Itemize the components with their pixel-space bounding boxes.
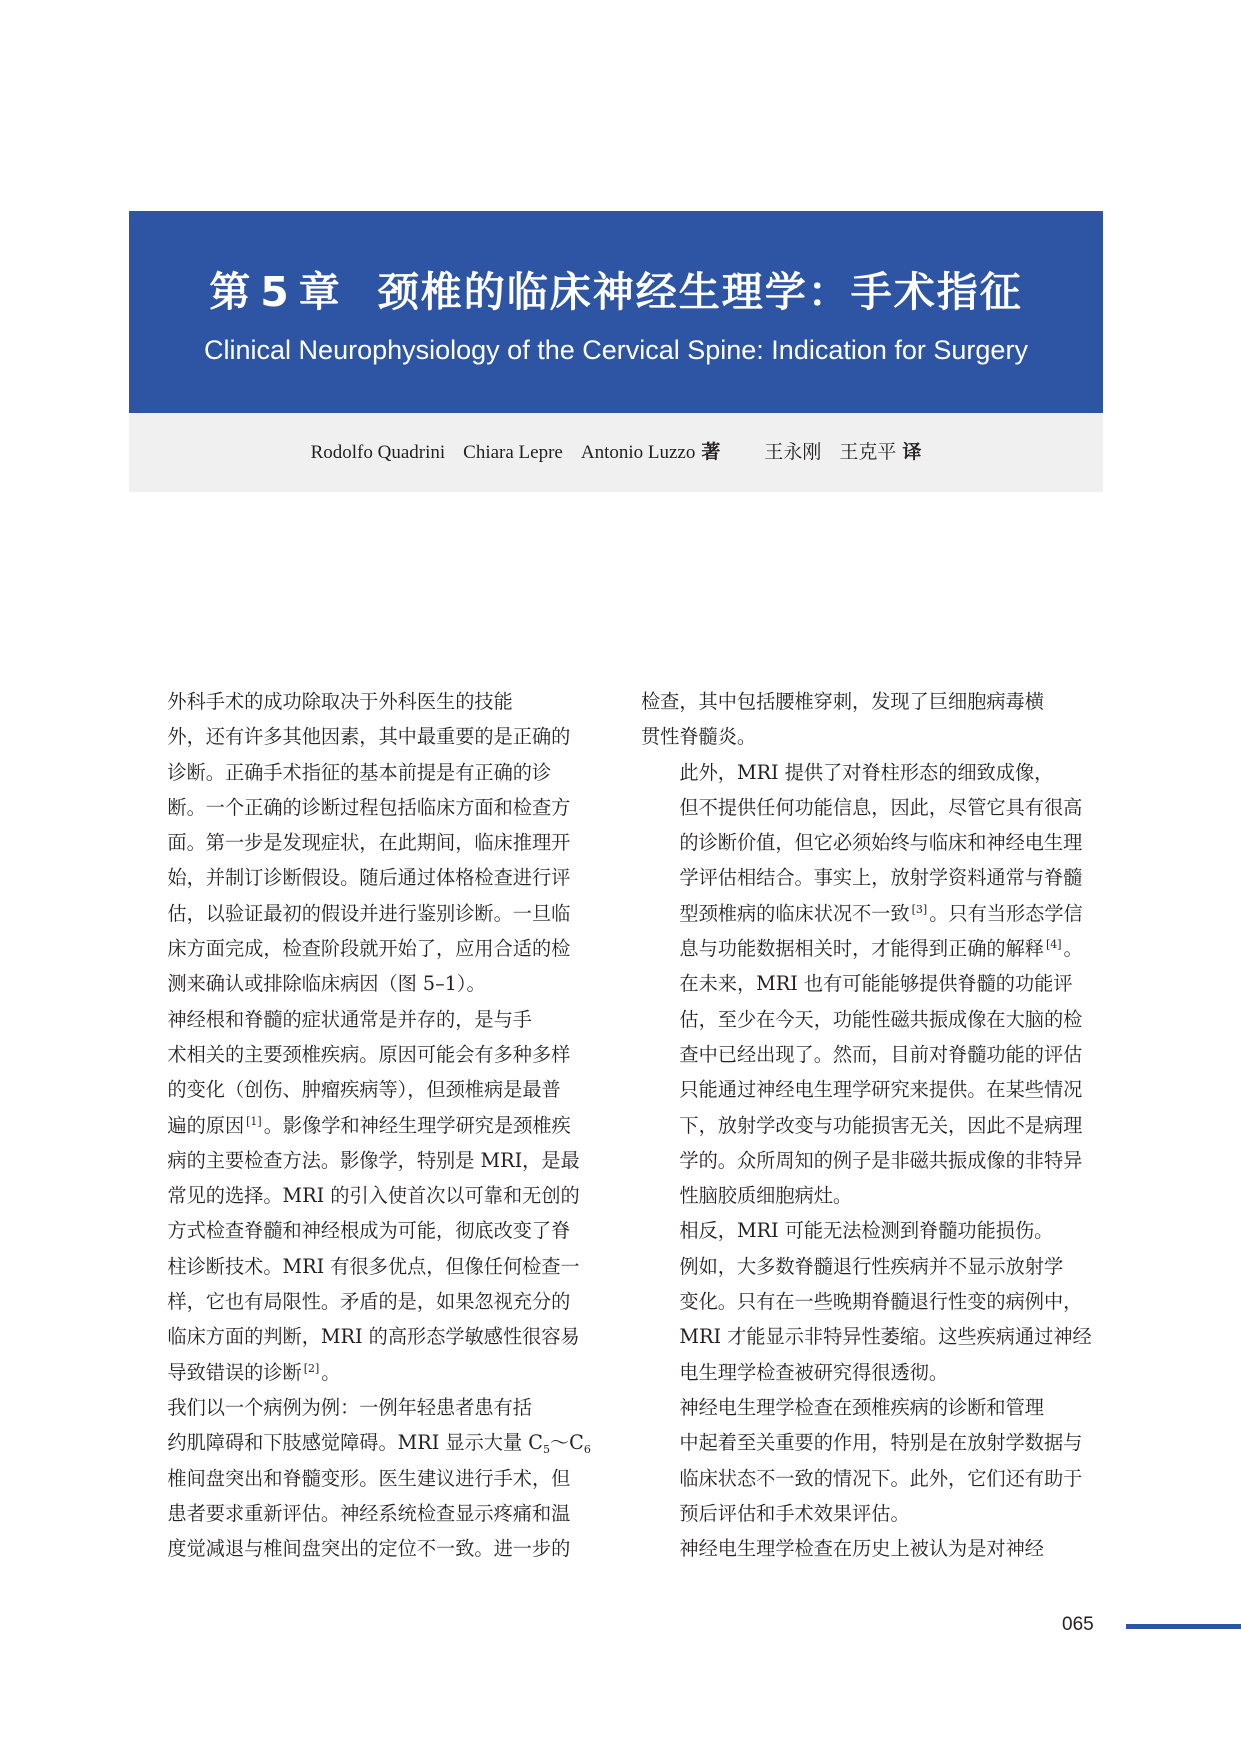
page-accent-rule — [1126, 1624, 1241, 1629]
text-line: 样，它也有局限性。矛盾的是，如果忽视充分的 — [167, 1290, 571, 1314]
text-line: 术相关的主要颈椎疾病。原因可能会有多种多样 — [167, 1042, 571, 1066]
text-line: 断。一个正确的诊断过程包括临床方面和检查方 — [167, 795, 571, 819]
text-line: 柱诊断技术。MRI 有很多优点，但像任何检查一 — [167, 1254, 580, 1278]
paragraph — [641, 1213, 1103, 1389]
text-line: 临床方面的判断，MRI 的高形态学敏感性很容易 — [167, 1325, 580, 1349]
text-line: 性脑胶质细胞病灶。 — [679, 1184, 853, 1208]
body-column-right — [641, 684, 1103, 1566]
paragraph — [129, 684, 591, 1002]
text-line: 例如，大多数脊髓退行性疾病并不显示放射学 — [679, 1254, 1064, 1278]
citation-ref[interactable]: [3] — [911, 902, 928, 916]
text-line: 预后评估和手术效果评估。 — [679, 1501, 910, 1525]
text-line: 的诊断价值，但它必须始终与临床和神经电生理 — [679, 831, 1083, 855]
paragraph — [129, 1390, 591, 1566]
text-line — [641, 931, 1103, 966]
paragraph — [641, 684, 1103, 755]
chapter-title-banner — [129, 211, 1103, 413]
text-run: 。影像学和神经生理学研究是颈椎疾 — [263, 1113, 571, 1137]
text-line: 变化。只有在一些晚期脊髓退行性变的病例中， — [679, 1290, 1083, 1314]
text-line: 床方面完成，检查阶段就开始了，应用合适的检 — [167, 937, 571, 961]
text-line: 中起着至关重要的作用，特别是在放射学数据与 — [679, 1431, 1083, 1455]
chapter-title-en: Clinical Neurophysiology of the Cervical Spine: Indication for Surgery — [204, 335, 1028, 365]
text-line: 贯性脊髓炎。 — [641, 725, 757, 749]
text-line: 面。第一步是发现症状，在此期间，临床推理开 — [167, 831, 571, 855]
translator-name: 王永刚 — [764, 441, 822, 463]
text-run: ～C — [549, 1431, 584, 1455]
credits-bar — [129, 413, 1103, 492]
translator-name: 王克平 — [839, 442, 897, 463]
text-line — [129, 1355, 591, 1390]
text-run: 。只有当形态学信 — [929, 901, 1083, 925]
text-line: 此外，MRI 提供了对脊柱形态的细致成像， — [679, 760, 1054, 784]
text-line: 临床状态不一致的情况下。此外，它们还有助于 — [679, 1466, 1083, 1490]
subscript: 6 — [583, 1443, 591, 1457]
citation-ref[interactable]: [1] — [246, 1114, 262, 1128]
text-run: 导致错误的诊断 — [167, 1360, 302, 1384]
text-line: 学的。众所周知的例子是非磁共振成像的非特异 — [679, 1148, 1083, 1172]
text-line: 诊断。正确手术指征的基本前提是有正确的诊 — [167, 760, 552, 784]
chapter-label: 第 — [209, 268, 253, 316]
paragraph — [641, 755, 1103, 1214]
author-name: Chiara Lepre — [463, 442, 563, 463]
text-line: 但不提供任何功能信息，因此，尽管它具有很高 — [679, 795, 1083, 819]
citation-ref[interactable]: [2] — [303, 1361, 320, 1375]
chapter-title-zh — [129, 259, 1103, 318]
text-line — [129, 1108, 591, 1143]
text-line: 方式检查脊髓和神经根成为可能，彻底改变了脊 — [167, 1219, 571, 1243]
page-number: 065 — [1062, 1614, 1094, 1635]
text-line: 的变化（创伤、肿瘤疾病等），但颈椎病是最普 — [167, 1078, 561, 1102]
text-line: MRI 才能显示非特异性萎缩。这些疾病通过神经 — [679, 1325, 1092, 1349]
text-line: 查中已经出现了。然而，目前对脊髓功能的评估 — [679, 1042, 1083, 1066]
paragraph — [641, 1531, 1103, 1566]
text-line: 椎间盘突出和脊髓变形。医生建议进行手术，但 — [167, 1466, 571, 1490]
text-line: 外，还有许多其他因素，其中最重要的是正确的 — [167, 725, 571, 749]
text-line: 患者要求重新评估。神经系统检查显示疼痛和温 — [167, 1501, 571, 1525]
text-line: 下，放射学改变与功能损害无关，因此不是病理 — [679, 1113, 1083, 1137]
text-line: 在未来，MRI 也有可能能够提供脊髓的功能评 — [679, 972, 1073, 996]
text-line: 估，至少在今天，功能性磁共振成像在大脑的检 — [679, 1007, 1083, 1031]
author-name: Antonio Luzzo — [580, 442, 696, 463]
text-run: 约肌障碍和下肢感觉障碍。MRI 显示大量 C — [167, 1431, 543, 1455]
text-line: 学评估相结合。事实上，放射学资料通常与脊髓 — [679, 866, 1083, 890]
body-column-left — [129, 684, 591, 1566]
text-line: 相反，MRI 可能无法检测到脊髓功能损伤。 — [679, 1219, 1054, 1243]
text-line: 度觉减退与椎间盘突出的定位不一致。进一步的 — [167, 1537, 571, 1561]
subscript: 5 — [542, 1443, 550, 1457]
text-line: 外科手术的成功除取决于外科医生的技能 — [167, 690, 513, 713]
text-line: 只能通过神经电生理学研究来提供。在某些情况 — [679, 1078, 1083, 1102]
author-name: Rodolfo Quadrini — [310, 442, 446, 463]
text-run: 。 — [321, 1360, 341, 1384]
text-line: 始，并制订诊断假设。随后通过体格检查进行评 — [167, 866, 571, 890]
author-role: 著 — [701, 441, 721, 463]
text-line: 神经电生理学检查在历史上被认为是对神经 — [679, 1537, 1044, 1561]
text-run: 型颈椎病的临床状况不一致 — [679, 901, 910, 925]
text-line — [641, 896, 1103, 931]
title-zh-text: 颈椎的临床神经生理学：手术指征 — [377, 268, 1023, 316]
text-line: 神经根和脊髓的症状通常是并存的，是与手 — [167, 1007, 532, 1031]
text-line: 病的主要检查方法。影像学，特别是 MRI，是最 — [167, 1148, 580, 1172]
text-line: 估，以验证最初的假设并进行鉴别诊断。一旦临 — [167, 901, 571, 925]
text-line: 电生理学检查被研究得很透彻。 — [679, 1360, 949, 1384]
paragraph — [641, 1390, 1103, 1531]
chapter-suffix: 章 — [298, 268, 342, 316]
citation-ref[interactable]: [4] — [1045, 938, 1062, 952]
text-line: 我们以一个病例为例：一例年轻患者患有括 — [167, 1395, 532, 1419]
text-line: 神经电生理学检查在颈椎疾病的诊断和管理 — [679, 1395, 1044, 1419]
text-run: 。 — [1063, 937, 1083, 961]
text-run: 遍的原因 — [167, 1113, 245, 1137]
chapter-number: 5 — [260, 268, 291, 316]
text-line: 测来确认或排除临床病因（图 5–1）。 — [167, 972, 486, 996]
text-run: 息与功能数据相关时，才能得到正确的解释 — [679, 937, 1044, 961]
text-line: 常见的选择。MRI 的引入使首次以可靠和无创的 — [167, 1184, 580, 1208]
text-line — [129, 1425, 591, 1460]
text-line: 检查，其中包括腰椎穿刺，发现了巨细胞病毒横 — [641, 690, 1044, 713]
paragraph — [129, 1002, 591, 1390]
translator-role: 译 — [902, 441, 922, 463]
